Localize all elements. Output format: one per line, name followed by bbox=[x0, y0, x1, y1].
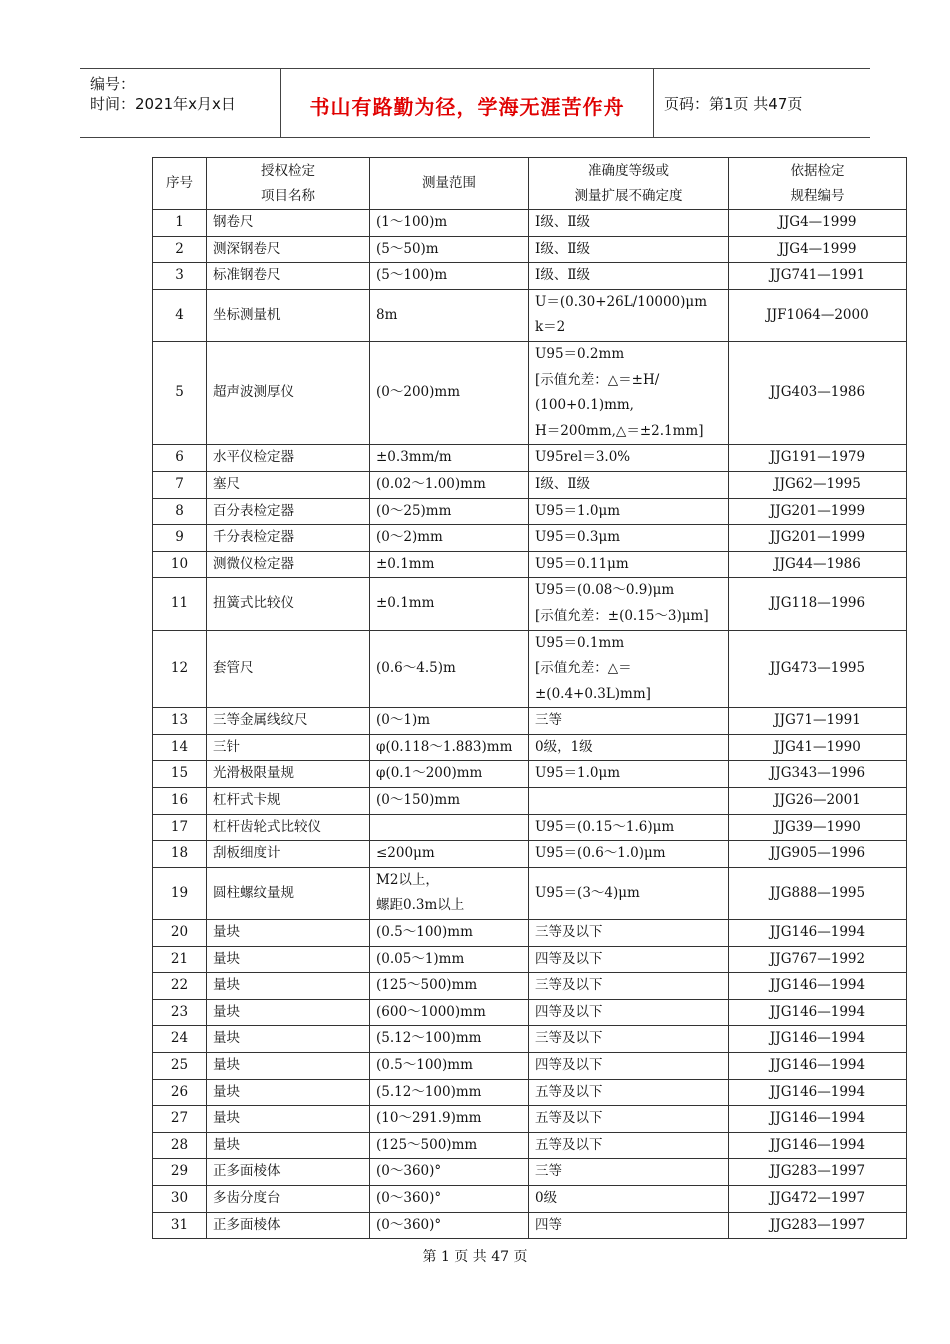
cell-no: 2 bbox=[153, 236, 207, 263]
number-label: 编号： bbox=[90, 75, 136, 93]
cell-code: JJG201—1999 bbox=[729, 525, 907, 552]
header-cell-name: 授权检定 项目名称 bbox=[207, 158, 370, 210]
header-cell-no: 序号 bbox=[153, 158, 207, 210]
cell-no: 16 bbox=[153, 788, 207, 815]
cell-name: 刮板细度计 bbox=[207, 841, 370, 868]
cell-name: 百分表检定器 bbox=[207, 498, 370, 525]
cell-code: JJG146—1994 bbox=[729, 1132, 907, 1159]
cell-code: JJG201—1999 bbox=[729, 498, 907, 525]
cell-acc: U95＝0.1mm [示值允差：△＝ ±(0.4+0.3L)mm] bbox=[529, 630, 729, 708]
cell-range: (0～360)° bbox=[370, 1185, 529, 1212]
cell-name: 千分表检定器 bbox=[207, 525, 370, 552]
cell-name: 坐标测量机 bbox=[207, 289, 370, 341]
cell-name: 正多面棱体 bbox=[207, 1159, 370, 1186]
table-row bbox=[153, 1159, 907, 1186]
cell-acc: 五等及以下 bbox=[529, 1132, 729, 1159]
cell-acc: 三等 bbox=[529, 1159, 729, 1186]
table-row bbox=[153, 498, 907, 525]
cell-acc: U95＝(0.08～0.9)μm [示值允差：±(0.15～3)μm] bbox=[529, 578, 729, 630]
page-label: 页码：第1页 共47页 bbox=[664, 94, 803, 113]
cell-no: 24 bbox=[153, 1026, 207, 1053]
table-row bbox=[153, 973, 907, 1000]
cell-no: 25 bbox=[153, 1053, 207, 1080]
cell-no: 14 bbox=[153, 734, 207, 761]
cell-code: JJG4—1999 bbox=[729, 236, 907, 263]
cell-range: ±0.1mm bbox=[370, 578, 529, 630]
cell-range: 8m bbox=[370, 289, 529, 341]
table-row bbox=[153, 1026, 907, 1053]
cell-code: JJG146—1994 bbox=[729, 920, 907, 947]
cell-range: φ(0.118～1.883)mm bbox=[370, 734, 529, 761]
cell-acc: 三等 bbox=[529, 708, 729, 735]
cell-name: 量块 bbox=[207, 973, 370, 1000]
cell-no: 7 bbox=[153, 471, 207, 498]
cell-code: JJG39—1990 bbox=[729, 814, 907, 841]
cell-name: 钢卷尺 bbox=[207, 210, 370, 237]
table-row bbox=[153, 1132, 907, 1159]
cell-code: JJF1064—2000 bbox=[729, 289, 907, 341]
cell-no: 1 bbox=[153, 210, 207, 237]
cell-name: 超声波测厚仪 bbox=[207, 341, 370, 444]
header-cell-range: 测量范围 bbox=[370, 158, 529, 210]
cell-name: 杠杆齿轮式比较仪 bbox=[207, 814, 370, 841]
cell-name: 圆柱螺纹量规 bbox=[207, 867, 370, 919]
cell-acc: U95＝0.11μm bbox=[529, 551, 729, 578]
cell-acc: 五等及以下 bbox=[529, 1079, 729, 1106]
cell-acc: 四等及以下 bbox=[529, 946, 729, 973]
cell-name: 测深钢卷尺 bbox=[207, 236, 370, 263]
cell-acc: U95＝(3～4)μm bbox=[529, 867, 729, 919]
cell-acc: U95＝(0.6～1.0)μm bbox=[529, 841, 729, 868]
cell-range: (0～25)mm bbox=[370, 498, 529, 525]
cell-range bbox=[370, 814, 529, 841]
cell-code: JJG905—1996 bbox=[729, 841, 907, 868]
cell-acc: U95rel＝3.0% bbox=[529, 445, 729, 472]
cell-range: (0～360)° bbox=[370, 1159, 529, 1186]
cell-range: (5.12～100)mm bbox=[370, 1079, 529, 1106]
cell-code: JJG146—1994 bbox=[729, 973, 907, 1000]
cell-no: 17 bbox=[153, 814, 207, 841]
cell-name: 套管尺 bbox=[207, 630, 370, 708]
cell-acc: U95＝0.2mm [示值允差：△＝±H/ (100+0.1)mm, H＝200mm,△＝±2.1mm] bbox=[529, 341, 729, 444]
calibration-table bbox=[152, 157, 907, 1239]
cell-name: 杠杆式卡规 bbox=[207, 788, 370, 815]
page-footer: 第 1 页 共 47 页 bbox=[422, 1249, 528, 1265]
cell-no: 6 bbox=[153, 445, 207, 472]
cell-no: 13 bbox=[153, 708, 207, 735]
table-row bbox=[153, 999, 907, 1026]
cell-no: 20 bbox=[153, 920, 207, 947]
cell-no: 8 bbox=[153, 498, 207, 525]
cell-no: 11 bbox=[153, 578, 207, 630]
cell-no: 30 bbox=[153, 1185, 207, 1212]
table-row bbox=[153, 236, 907, 263]
cell-name: 扭簧式比较仪 bbox=[207, 578, 370, 630]
table-row bbox=[153, 289, 907, 341]
cell-code: JJG44—1986 bbox=[729, 551, 907, 578]
table-row bbox=[153, 867, 907, 919]
table-row bbox=[153, 841, 907, 868]
cell-acc: U＝(0.30+26L/10000)μm k＝2 bbox=[529, 289, 729, 341]
header-meta bbox=[80, 69, 281, 137]
cell-no: 15 bbox=[153, 761, 207, 788]
cell-code: JJG403—1986 bbox=[729, 341, 907, 444]
cell-acc: U95＝0.3μm bbox=[529, 525, 729, 552]
cell-name: 水平仪检定器 bbox=[207, 445, 370, 472]
table-row bbox=[153, 946, 907, 973]
cell-code: JJG26—2001 bbox=[729, 788, 907, 815]
cell-range: (5～50)m bbox=[370, 236, 529, 263]
table-header-row bbox=[153, 158, 907, 210]
cell-acc: Ⅰ级、Ⅱ级 bbox=[529, 263, 729, 290]
cell-name: 量块 bbox=[207, 1079, 370, 1106]
cell-range: (125～500)mm bbox=[370, 973, 529, 1000]
cell-range: (0～200)mm bbox=[370, 341, 529, 444]
cell-acc: U95＝(0.15～1.6)μm bbox=[529, 814, 729, 841]
cell-range: (0～150)mm bbox=[370, 788, 529, 815]
table-row bbox=[153, 1079, 907, 1106]
cell-no: 18 bbox=[153, 841, 207, 868]
cell-acc: U95＝1.0μm bbox=[529, 498, 729, 525]
table-row bbox=[153, 578, 907, 630]
cell-code: JJG146—1994 bbox=[729, 1053, 907, 1080]
cell-code: JJG71—1991 bbox=[729, 708, 907, 735]
cell-acc: 0级，1级 bbox=[529, 734, 729, 761]
cell-acc: 四等及以下 bbox=[529, 1053, 729, 1080]
cell-acc: 三等及以下 bbox=[529, 1026, 729, 1053]
cell-code: JJG343—1996 bbox=[729, 761, 907, 788]
cell-acc: 三等及以下 bbox=[529, 973, 729, 1000]
cell-acc: 五等及以下 bbox=[529, 1106, 729, 1133]
cell-acc: Ⅰ级、Ⅱ级 bbox=[529, 236, 729, 263]
cell-range: φ(0.1～200)mm bbox=[370, 761, 529, 788]
table-row bbox=[153, 1053, 907, 1080]
cell-no: 29 bbox=[153, 1159, 207, 1186]
table-row bbox=[153, 788, 907, 815]
table-row bbox=[153, 551, 907, 578]
cell-code: JJG191—1979 bbox=[729, 445, 907, 472]
cell-code: JJG473—1995 bbox=[729, 630, 907, 708]
cell-range: (5～100)m bbox=[370, 263, 529, 290]
table-row bbox=[153, 445, 907, 472]
table-row bbox=[153, 341, 907, 444]
cell-acc: 四等及以下 bbox=[529, 999, 729, 1026]
header-cell-code: 依据检定 规程编号 bbox=[729, 158, 907, 210]
cell-acc: 0级 bbox=[529, 1185, 729, 1212]
cell-range: (0～2)mm bbox=[370, 525, 529, 552]
cell-range: ≤200μm bbox=[370, 841, 529, 868]
cell-range: (0.6～4.5)m bbox=[370, 630, 529, 708]
cell-code: JJG146—1994 bbox=[729, 999, 907, 1026]
table-row bbox=[153, 1185, 907, 1212]
cell-code: JJG283—1997 bbox=[729, 1159, 907, 1186]
cell-code: JJG741—1991 bbox=[729, 263, 907, 290]
cell-name: 标准钢卷尺 bbox=[207, 263, 370, 290]
cell-no: 5 bbox=[153, 341, 207, 444]
cell-code: JJG146—1994 bbox=[729, 1026, 907, 1053]
table-row bbox=[153, 1106, 907, 1133]
cell-range: (5.12～100)mm bbox=[370, 1026, 529, 1053]
time-label: 时间：2021年x月x日 bbox=[90, 95, 236, 113]
cell-no: 22 bbox=[153, 973, 207, 1000]
table-row bbox=[153, 814, 907, 841]
cell-acc bbox=[529, 788, 729, 815]
cell-code: JJG472—1997 bbox=[729, 1185, 907, 1212]
cell-range: (0～1)m bbox=[370, 708, 529, 735]
cell-name: 测微仪检定器 bbox=[207, 551, 370, 578]
cell-acc: 四等 bbox=[529, 1212, 729, 1239]
cell-range: (125～500)mm bbox=[370, 1132, 529, 1159]
cell-range: (0.05～1)mm bbox=[370, 946, 529, 973]
cell-range: M2以上， 螺距0.3m以上 bbox=[370, 867, 529, 919]
cell-no: 4 bbox=[153, 289, 207, 341]
cell-name: 多齿分度台 bbox=[207, 1185, 370, 1212]
cell-code: JJG41—1990 bbox=[729, 734, 907, 761]
table-row bbox=[153, 210, 907, 237]
table-row bbox=[153, 761, 907, 788]
cell-acc: U95＝1.0μm bbox=[529, 761, 729, 788]
cell-name: 光滑极限量规 bbox=[207, 761, 370, 788]
cell-no: 27 bbox=[153, 1106, 207, 1133]
cell-acc: Ⅰ级、Ⅱ级 bbox=[529, 471, 729, 498]
cell-no: 31 bbox=[153, 1212, 207, 1239]
cell-range: ±0.3mm/m bbox=[370, 445, 529, 472]
cell-range: (10～291.9)mm bbox=[370, 1106, 529, 1133]
cell-code: JJG118—1996 bbox=[729, 578, 907, 630]
cell-range: (0.5～100)mm bbox=[370, 1053, 529, 1080]
table-body bbox=[153, 210, 907, 1239]
table-row bbox=[153, 708, 907, 735]
cell-name: 量块 bbox=[207, 999, 370, 1026]
cell-no: 19 bbox=[153, 867, 207, 919]
page-header bbox=[80, 68, 870, 138]
slogan-text: 书山有路勤为径，学海无涯苦作舟 bbox=[309, 94, 625, 119]
cell-name: 量块 bbox=[207, 920, 370, 947]
cell-range: (1～100)m bbox=[370, 210, 529, 237]
cell-name: 量块 bbox=[207, 1106, 370, 1133]
cell-no: 10 bbox=[153, 551, 207, 578]
header-page-cell bbox=[654, 69, 870, 137]
cell-code: JJG888—1995 bbox=[729, 867, 907, 919]
cell-no: 9 bbox=[153, 525, 207, 552]
cell-no: 3 bbox=[153, 263, 207, 290]
cell-name: 量块 bbox=[207, 946, 370, 973]
cell-name: 三等金属线纹尺 bbox=[207, 708, 370, 735]
cell-name: 量块 bbox=[207, 1026, 370, 1053]
table-row bbox=[153, 263, 907, 290]
cell-no: 21 bbox=[153, 946, 207, 973]
cell-code: JJG4—1999 bbox=[729, 210, 907, 237]
table-row bbox=[153, 920, 907, 947]
cell-code: JJG146—1994 bbox=[729, 1106, 907, 1133]
cell-range: ±0.1mm bbox=[370, 551, 529, 578]
cell-no: 12 bbox=[153, 630, 207, 708]
cell-acc: 三等及以下 bbox=[529, 920, 729, 947]
cell-acc: Ⅰ级、Ⅱ级 bbox=[529, 210, 729, 237]
cell-no: 26 bbox=[153, 1079, 207, 1106]
cell-name: 正多面棱体 bbox=[207, 1212, 370, 1239]
table-row bbox=[153, 471, 907, 498]
cell-name: 量块 bbox=[207, 1053, 370, 1080]
cell-range: (0.5～100)mm bbox=[370, 920, 529, 947]
cell-range: (600～1000)mm bbox=[370, 999, 529, 1026]
cell-code: JJG767—1992 bbox=[729, 946, 907, 973]
table-row bbox=[153, 734, 907, 761]
cell-range: (0.02～1.00)mm bbox=[370, 471, 529, 498]
cell-range: (0～360)° bbox=[370, 1212, 529, 1239]
header-cell-accuracy: 准确度等级或 测量扩展不确定度 bbox=[529, 158, 729, 210]
cell-no: 28 bbox=[153, 1132, 207, 1159]
table-row bbox=[153, 1212, 907, 1239]
cell-code: JJG146—1994 bbox=[729, 1079, 907, 1106]
header-slogan-cell bbox=[281, 69, 654, 137]
cell-no: 23 bbox=[153, 999, 207, 1026]
table-row bbox=[153, 525, 907, 552]
table-row bbox=[153, 630, 907, 708]
cell-code: JJG62—1995 bbox=[729, 471, 907, 498]
cell-name: 三针 bbox=[207, 734, 370, 761]
cell-code: JJG283—1997 bbox=[729, 1212, 907, 1239]
cell-name: 塞尺 bbox=[207, 471, 370, 498]
cell-name: 量块 bbox=[207, 1132, 370, 1159]
